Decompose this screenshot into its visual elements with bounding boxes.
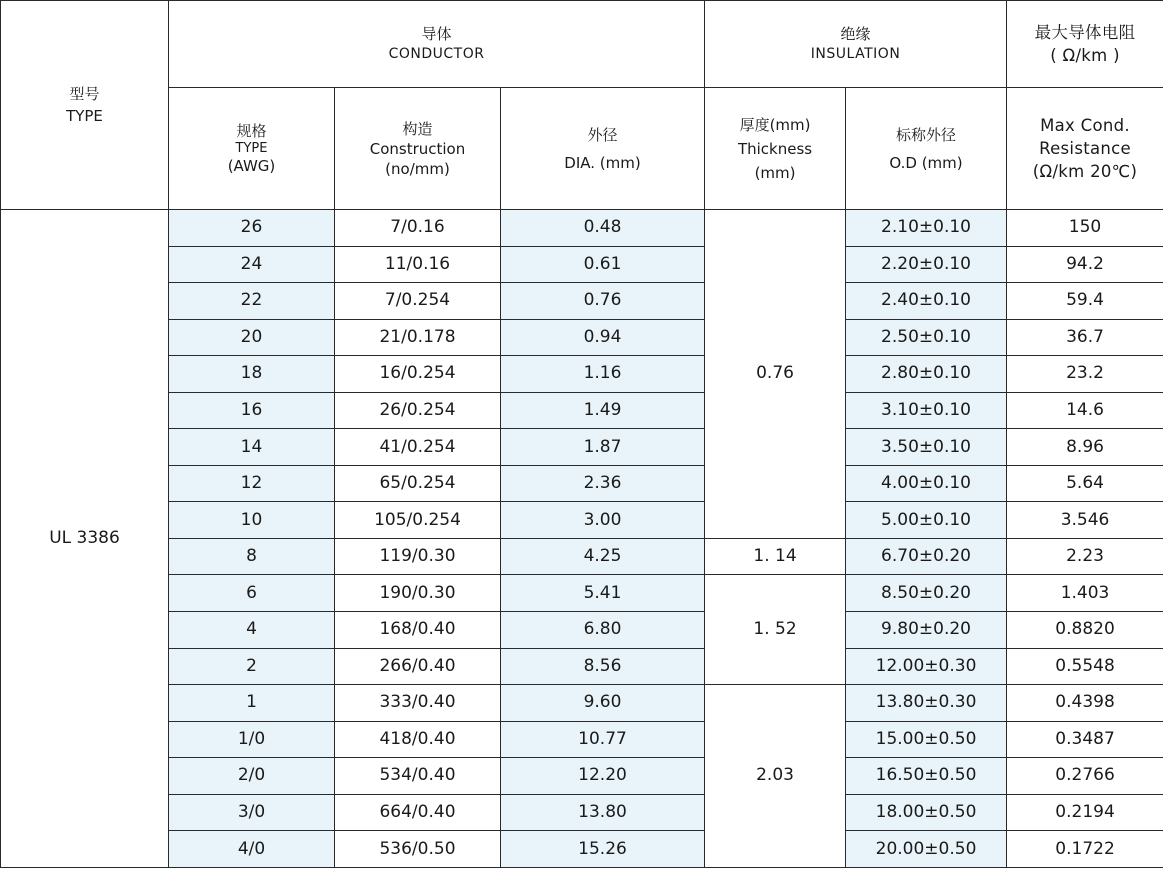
od-header-cell — [846, 88, 1007, 210]
thickness-cell: 2.03 — [705, 685, 846, 868]
table-row — [1, 575, 1163, 612]
table-row — [1, 246, 1163, 283]
awg-cell: 4 — [169, 612, 335, 649]
construction-cell: 418/0.40 — [335, 721, 501, 758]
resistance-cell: 0.5548 — [1007, 648, 1163, 685]
construction-header-cell — [335, 88, 501, 210]
construction-cell: 534/0.40 — [335, 758, 501, 795]
table-row — [1, 465, 1163, 502]
construction-cell: 26/0.254 — [335, 392, 501, 429]
table-row — [1, 429, 1163, 466]
table-row — [1, 210, 1163, 247]
type-header-en: TYPE — [66, 107, 103, 125]
table-row — [1, 685, 1163, 722]
resistance-cell: 150 — [1007, 210, 1163, 247]
thickness-cell: 0.76 — [705, 210, 846, 539]
conductor-header-en: CONDUCTOR — [388, 46, 485, 62]
awg-cell: 16 — [169, 392, 335, 429]
od-cell: 2.80±0.10 — [846, 356, 1007, 393]
resistance-cell: 8.96 — [1007, 429, 1163, 466]
od-cell: 6.70±0.20 — [846, 538, 1007, 575]
table-row — [1, 283, 1163, 320]
header-row-top — [1, 1, 1163, 88]
od-cell: 4.00±0.10 — [846, 465, 1007, 502]
construction-cell: 168/0.40 — [335, 612, 501, 649]
dia-cell: 12.20 — [501, 758, 705, 795]
construction-header-cn: 构造 — [402, 119, 433, 138]
resistance-cell: 5.64 — [1007, 465, 1163, 502]
od-header-cn: 标称外径 — [896, 125, 957, 144]
awg-cell: 10 — [169, 502, 335, 539]
construction-cell: 190/0.30 — [335, 575, 501, 612]
insulation-header-cell — [705, 1, 1007, 88]
table-row — [1, 758, 1163, 795]
dia-cell: 2.36 — [501, 465, 705, 502]
resistance-cell: 0.2194 — [1007, 794, 1163, 831]
resistance-header-cell — [1007, 88, 1163, 210]
dia-cell: 0.61 — [501, 246, 705, 283]
dia-cell: 1.16 — [501, 356, 705, 393]
construction-header-unit: (no/mm) — [385, 159, 450, 178]
awg-cell: 2/0 — [169, 758, 335, 795]
construction-cell: 16/0.254 — [335, 356, 501, 393]
thickness-header-unit: (mm) — [754, 163, 796, 182]
conductor-header-cell — [169, 1, 705, 88]
od-cell: 2.40±0.10 — [846, 283, 1007, 320]
dia-cell: 3.00 — [501, 502, 705, 539]
dia-cell: 10.77 — [501, 721, 705, 758]
resistance-cell: 36.7 — [1007, 319, 1163, 356]
thickness-header-cn: 厚度(mm) — [739, 115, 811, 134]
construction-cell: 266/0.40 — [335, 648, 501, 685]
table-row — [1, 721, 1163, 758]
construction-cell: 7/0.254 — [335, 283, 501, 320]
construction-cell: 105/0.254 — [335, 502, 501, 539]
max-resistance-header-cell — [1007, 1, 1163, 88]
thickness-header-cell — [705, 88, 846, 210]
awg-cell: 18 — [169, 356, 335, 393]
od-cell: 12.00±0.30 — [846, 648, 1007, 685]
dia-header-en: DIA. (mm) — [564, 153, 641, 172]
resistance-cell: 94.2 — [1007, 246, 1163, 283]
construction-cell: 65/0.254 — [335, 465, 501, 502]
awg-cell: 4/0 — [169, 831, 335, 868]
construction-cell: 21/0.178 — [335, 319, 501, 356]
table-row — [1, 392, 1163, 429]
awg-cell: 1/0 — [169, 721, 335, 758]
dia-cell: 15.26 — [501, 831, 705, 868]
dia-cell: 8.56 — [501, 648, 705, 685]
conductor-header-cn: 导体 — [421, 25, 452, 43]
awg-cell: 1 — [169, 685, 335, 722]
awg-cell: 20 — [169, 319, 335, 356]
table-row — [1, 831, 1163, 868]
dia-cell: 0.76 — [501, 283, 705, 320]
od-cell: 16.50±0.50 — [846, 758, 1007, 795]
type-header-cell — [1, 1, 169, 210]
resistance-header-en3: (Ω/km 20℃) — [1032, 162, 1138, 181]
size-header-cn: 规格 — [236, 122, 267, 140]
dia-cell: 9.60 — [501, 685, 705, 722]
od-header-en: O.D (mm) — [889, 153, 963, 172]
construction-cell: 11/0.16 — [335, 246, 501, 283]
thickness-cell: 1. 14 — [705, 538, 846, 575]
resistance-cell: 14.6 — [1007, 392, 1163, 429]
max-resistance-header-unit: ( Ω/km ) — [1050, 46, 1120, 65]
size-header-en: TYPE — [235, 141, 268, 156]
type-header-cn: 型号 — [69, 85, 100, 103]
od-cell: 18.00±0.50 — [846, 794, 1007, 831]
resistance-cell: 23.2 — [1007, 356, 1163, 393]
od-cell: 3.50±0.10 — [846, 429, 1007, 466]
resistance-cell: 3.546 — [1007, 502, 1163, 539]
dia-cell: 13.80 — [501, 794, 705, 831]
table-row — [1, 502, 1163, 539]
resistance-cell: 0.8820 — [1007, 612, 1163, 649]
resistance-cell: 0.2766 — [1007, 758, 1163, 795]
od-cell: 20.00±0.50 — [846, 831, 1007, 868]
table-row — [1, 612, 1163, 649]
table-row — [1, 356, 1163, 393]
dia-cell: 0.48 — [501, 210, 705, 247]
construction-cell: 7/0.16 — [335, 210, 501, 247]
awg-cell: 14 — [169, 429, 335, 466]
table-row — [1, 538, 1163, 575]
resistance-cell: 2.23 — [1007, 538, 1163, 575]
construction-cell: 536/0.50 — [335, 831, 501, 868]
dia-cell: 4.25 — [501, 538, 705, 575]
resistance-header-en1: Max Cond. — [1040, 116, 1130, 135]
size-header-cell — [169, 88, 335, 210]
awg-cell: 8 — [169, 538, 335, 575]
insulation-header-cn: 绝缘 — [840, 25, 871, 43]
resistance-cell: 0.1722 — [1007, 831, 1163, 868]
od-cell: 8.50±0.20 — [846, 575, 1007, 612]
awg-cell: 6 — [169, 575, 335, 612]
header-row-sub — [1, 88, 1163, 210]
awg-cell: 26 — [169, 210, 335, 247]
od-cell: 3.10±0.10 — [846, 392, 1007, 429]
awg-cell: 24 — [169, 246, 335, 283]
table-row — [1, 794, 1163, 831]
model-cell: UL 3386 — [1, 210, 169, 868]
resistance-cell: 1.403 — [1007, 575, 1163, 612]
od-cell: 9.80±0.20 — [846, 612, 1007, 649]
awg-cell: 22 — [169, 283, 335, 320]
construction-cell: 664/0.40 — [335, 794, 501, 831]
od-cell: 2.50±0.10 — [846, 319, 1007, 356]
awg-cell: 3/0 — [169, 794, 335, 831]
resistance-cell: 0.4398 — [1007, 685, 1163, 722]
thickness-cell: 1. 52 — [705, 575, 846, 685]
dia-cell: 6.80 — [501, 612, 705, 649]
awg-cell: 2 — [169, 648, 335, 685]
table-row — [1, 648, 1163, 685]
dia-cell: 5.41 — [501, 575, 705, 612]
resistance-cell: 0.3487 — [1007, 721, 1163, 758]
dia-header-cell — [501, 88, 705, 210]
resistance-cell: 59.4 — [1007, 283, 1163, 320]
thickness-header-en: Thickness — [737, 139, 813, 158]
size-header-unit: (AWG) — [227, 157, 276, 175]
resistance-header-en2: Resistance — [1039, 139, 1131, 158]
construction-cell: 41/0.254 — [335, 429, 501, 466]
od-cell: 13.80±0.30 — [846, 685, 1007, 722]
od-cell: 2.10±0.10 — [846, 210, 1007, 247]
od-cell: 5.00±0.10 — [846, 502, 1007, 539]
dia-cell: 0.94 — [501, 319, 705, 356]
construction-cell: 333/0.40 — [335, 685, 501, 722]
dia-cell: 1.49 — [501, 392, 705, 429]
od-cell: 2.20±0.10 — [846, 246, 1007, 283]
table-row — [1, 319, 1163, 356]
max-resistance-header-cn: 最大导体电阻 — [1034, 23, 1136, 42]
od-cell: 15.00±0.50 — [846, 721, 1007, 758]
dia-header-cn: 外径 — [587, 125, 618, 144]
insulation-header-en: INSULATION — [810, 46, 901, 62]
construction-header-en: Construction — [369, 139, 466, 158]
dia-cell: 1.87 — [501, 429, 705, 466]
awg-cell: 12 — [169, 465, 335, 502]
construction-cell: 119/0.30 — [335, 538, 501, 575]
